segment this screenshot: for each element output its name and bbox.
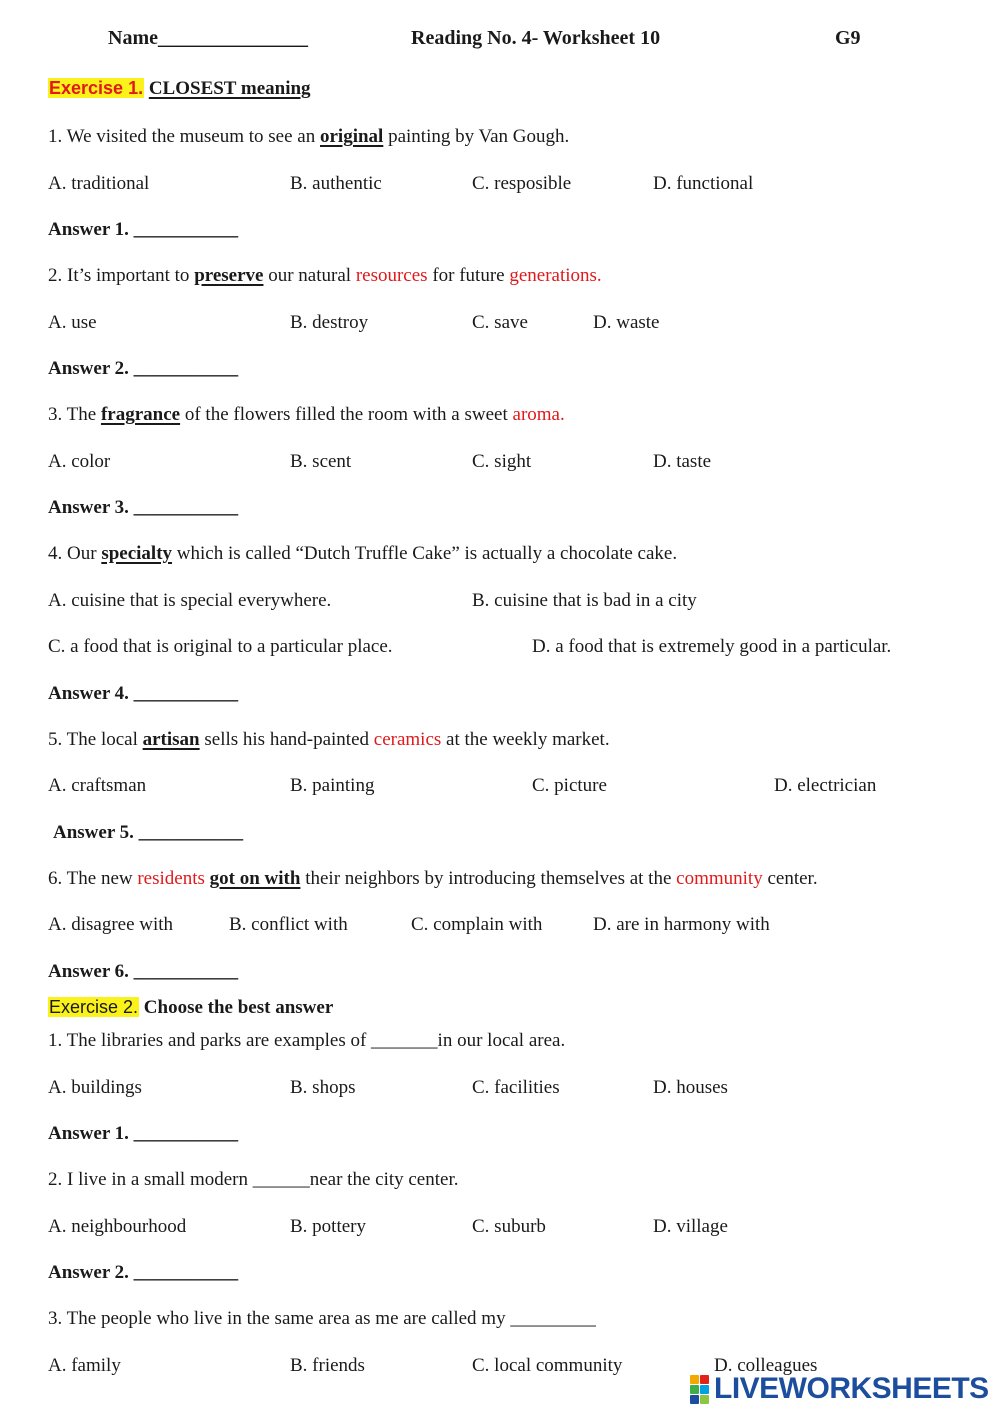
ex1-answer-2-field[interactable]: Answer 2. ___________ bbox=[48, 358, 239, 379]
ex2-q1-option-b: B. shops bbox=[290, 1077, 356, 1098]
key-word: preserve bbox=[194, 265, 264, 286]
ex2-q1-option-c: C. facilities bbox=[472, 1077, 560, 1098]
ex2-q2-option-c: C. suburb bbox=[472, 1216, 546, 1237]
ex1-question-4 bbox=[48, 542, 677, 566]
ex1-answer-5-field[interactable]: Answer 5. ___________ bbox=[53, 822, 244, 843]
logo-square bbox=[690, 1375, 699, 1384]
ex1-answer-6-field[interactable]: Answer 6. ___________ bbox=[48, 961, 239, 982]
exercise-2-label: Exercise 2. bbox=[49, 997, 139, 1017]
question-text: 3. The bbox=[48, 404, 101, 425]
exercise-2-title: Choose the best answer bbox=[143, 997, 334, 1018]
liveworksheets-logo-icon bbox=[690, 1375, 709, 1404]
ex1-q3-option-c: C. sight bbox=[472, 451, 532, 472]
ex2-q1-option-d: D. houses bbox=[653, 1077, 728, 1098]
question-text: 5. The local bbox=[48, 729, 143, 750]
key-word: fragrance bbox=[100, 404, 181, 425]
ex1-question-3 bbox=[48, 403, 565, 427]
ex2-question-3: 3. The people who live in the same area as me are called my _________ bbox=[48, 1308, 596, 1329]
exercise-1-title: CLOSEST meaning bbox=[148, 78, 311, 99]
ex1-q1-option-c: C. resposible bbox=[472, 173, 572, 194]
question-text: center. bbox=[762, 868, 818, 889]
question-text: 1. We visited the museum to see an bbox=[48, 126, 320, 147]
highlighted-word: resources bbox=[355, 265, 428, 286]
highlighted-word: ceramics bbox=[373, 729, 442, 750]
ex1-question-6 bbox=[48, 867, 818, 891]
highlighted-word: generations. bbox=[509, 265, 602, 286]
question-text: our natural bbox=[263, 265, 356, 286]
question-text: which is called “Dutch Truffle Cake” is actually a chocolate cake. bbox=[172, 543, 678, 564]
question-text: their neighbors by introducing themselves at the bbox=[300, 868, 677, 889]
ex1-q1-option-d: D. functional bbox=[653, 173, 754, 194]
ex2-q3-option-a: A. family bbox=[48, 1355, 121, 1376]
ex1-q3-option-d: D. taste bbox=[653, 451, 712, 472]
name-field-label: Name_______________ bbox=[108, 27, 308, 49]
ex1-q1-option-b: B. authentic bbox=[290, 173, 382, 194]
ex2-q3-option-d: D. colleagues bbox=[714, 1355, 818, 1376]
highlighted-word: community bbox=[676, 868, 763, 889]
exercise-1-heading bbox=[48, 76, 311, 101]
ex2-q3-option-c: C. local community bbox=[472, 1355, 623, 1376]
grade-label: G9 bbox=[835, 27, 861, 49]
question-text: 6. The new bbox=[48, 868, 138, 889]
question-text: painting by Van Gough. bbox=[383, 126, 570, 147]
ex2-q1-option-a: A. buildings bbox=[48, 1077, 142, 1098]
ex1-q2-option-b: B. destroy bbox=[290, 312, 369, 333]
ex1-q6-option-c: C. complain with bbox=[411, 914, 543, 935]
ex1-answer-4-field[interactable]: Answer 4. ___________ bbox=[48, 683, 239, 704]
ex1-question-1 bbox=[48, 125, 569, 149]
ex1-answer-3-field[interactable]: Answer 3. ___________ bbox=[48, 497, 239, 518]
logo-square bbox=[690, 1395, 699, 1404]
ex2-question-2: 2. I live in a small modern ______near the city center. bbox=[48, 1169, 459, 1190]
ex1-question-5 bbox=[48, 728, 610, 752]
question-text: of the flowers filled the room with a sweet bbox=[180, 404, 513, 425]
ex1-q3-option-a: A. color bbox=[48, 451, 111, 472]
logo-square bbox=[700, 1375, 709, 1384]
ex1-question-2 bbox=[48, 264, 602, 288]
ex1-answer-1-field[interactable]: Answer 1. ___________ bbox=[48, 219, 239, 240]
ex1-q6-option-d: D. are in harmony with bbox=[593, 914, 770, 935]
ex1-q5-option-d: D. electrician bbox=[774, 775, 877, 796]
ex2-q3-option-b: B. friends bbox=[290, 1355, 365, 1376]
liveworksheets-logo bbox=[690, 1374, 989, 1404]
question-text: 4. Our bbox=[48, 543, 102, 564]
ex1-q4-option-a: A. cuisine that is special everywhere. bbox=[48, 590, 332, 611]
ex1-q4-option-b: B. cuisine that is bad in a city bbox=[472, 590, 697, 611]
ex1-q6-option-a: A. disagree with bbox=[48, 914, 174, 935]
ex1-q2-option-d: D. waste bbox=[593, 312, 660, 333]
ex1-q6-option-b: B. conflict with bbox=[229, 914, 348, 935]
question-text: sells his hand-painted bbox=[199, 729, 374, 750]
ex1-q2-option-c: C. save bbox=[472, 312, 528, 333]
ex1-q5-option-a: A. craftsman bbox=[48, 775, 147, 796]
highlighted-word: aroma. bbox=[512, 404, 565, 425]
key-word: got on with bbox=[209, 868, 301, 889]
exercise-1-label: Exercise 1. bbox=[49, 78, 144, 98]
exercise-2-heading bbox=[48, 995, 333, 1020]
question-text: at the weekly market. bbox=[441, 729, 610, 750]
key-word: artisan bbox=[142, 729, 200, 750]
ex2-q2-option-a: A. neighbourhood bbox=[48, 1216, 187, 1237]
ex1-q4-option-d: D. a food that is extremely good in a particular. bbox=[532, 636, 892, 657]
ex1-q2-option-a: A. use bbox=[48, 312, 97, 333]
highlighted-word: residents bbox=[137, 868, 205, 889]
logo-square bbox=[700, 1385, 709, 1394]
ex1-q3-option-b: B. scent bbox=[290, 451, 352, 472]
question-text: for future bbox=[427, 265, 510, 286]
logo-square bbox=[690, 1385, 699, 1394]
ex1-q5-option-c: C. picture bbox=[532, 775, 607, 796]
key-word: specialty bbox=[101, 543, 173, 564]
logo-square bbox=[700, 1395, 709, 1404]
ex1-q5-option-b: B. painting bbox=[290, 775, 375, 796]
worksheet-title: Reading No. 4- Worksheet 10 bbox=[411, 27, 661, 49]
ex2-q2-option-d: D. village bbox=[653, 1216, 728, 1237]
question-text: 2. It’s important to bbox=[48, 265, 195, 286]
ex2-question-1: 1. The libraries and parks are examples of _______in our local area. bbox=[48, 1030, 566, 1051]
ex2-q2-option-b: B. pottery bbox=[290, 1216, 366, 1237]
ex1-q4-option-c: C. a food that is original to a particular place. bbox=[48, 636, 393, 657]
liveworksheets-logo-text: LIVEWORKSHEETS bbox=[714, 1372, 989, 1405]
ex2-answer-1-field[interactable]: Answer 1. ___________ bbox=[48, 1123, 239, 1144]
ex1-q1-option-a: A. traditional bbox=[48, 173, 150, 194]
ex2-answer-2-field[interactable]: Answer 2. ___________ bbox=[48, 1262, 239, 1283]
key-word: original bbox=[319, 126, 384, 147]
